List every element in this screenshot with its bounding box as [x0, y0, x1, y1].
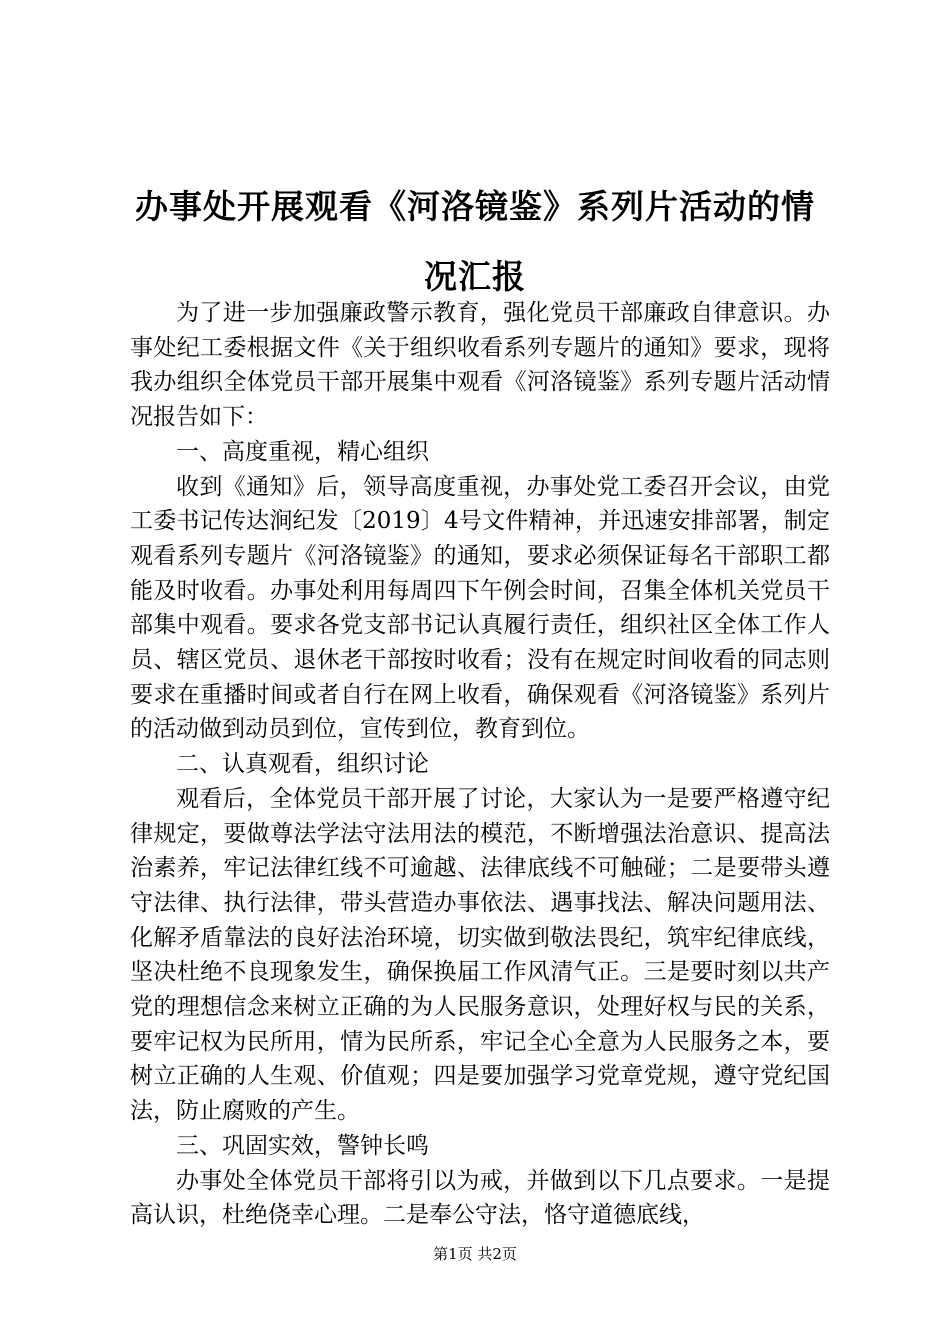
intro-paragraph: 为了进一步加强廉政警示教育，强化党员干部廉政自律意识。办事处纪工委根据文件《关于组织收看系列专题片的通知》要求，现将我办组织全体党员干部开展集中观看《河洛镜鉴》系列专题片活动情况报告如下：: [130, 300, 830, 431]
section-paragraph-3: 办事处全体党员干部将引以为戒，并做到以下几点要求。一是提高认识，杜绝侥幸心理。二是奉公守法，恪守道德底线，: [130, 1167, 830, 1229]
document-title: 办事处开展观看《河洛镜鉴》系列片活动的情况汇报: [135, 187, 815, 296]
section-heading-2: 二、认真观看，组织讨论: [176, 751, 429, 778]
page-number-footer: 第1页 共2页: [433, 1245, 517, 1263]
section-heading-3: 三、巩固实效，警钟长鸣: [176, 1132, 429, 1159]
section-paragraph-2: 观看后，全体党员干部开展了讨论，大家认为一是要严格遵守纪律规定，要做尊法学法守法用法的模范，不断增强法治意识、提高法治素养，牢记法律红线不可逾越、法律底线不可触碰；二是要带头遵守法律、执行法律，带头营造办事依法、遇事找法、解决问题用法、化解矛盾靠法的良好法治环境，切实做到敬法畏纪，筑牢纪律底线，坚决杜绝不良现象发生，确保换届工作风清气正。三是要时刻以共产党的理想信念来树立正确的为人民服务意识，处理好权与民的关系，要牢记权为民所用，情为民所系，牢记全心全意为人民服务之本，要树立正确的人生观、价值观；四是要加强学习党章党规，遵守党纪国法，防止腐败的产生。: [130, 785, 830, 1125]
section-paragraph-1: 收到《通知》后，领导高度重视，办事处党工委召开会议，由党工委书记传达涧纪发〔2019〕4号文件精神，并迅速安排部署，制定观看系列专题片《河洛镜鉴》的通知，要求必须保证每名干部职工都能及时收看。办事处利用每周四下午例会时间，召集全体机关党员干部集中观看。要求各党支部书记认真履行责任，组织社区全体工作人员、辖区党员、退休老干部按时收看；没有在规定时间收看的同志则要求在重播时间或者自行在网上收看，确保观看《河洛镜鉴》系列片的活动做到动员到位，宣传到位，教育到位。: [130, 473, 830, 743]
document-body: [130, 296, 830, 1233]
section-heading-1: 一、高度重视，精心组织: [176, 438, 429, 465]
